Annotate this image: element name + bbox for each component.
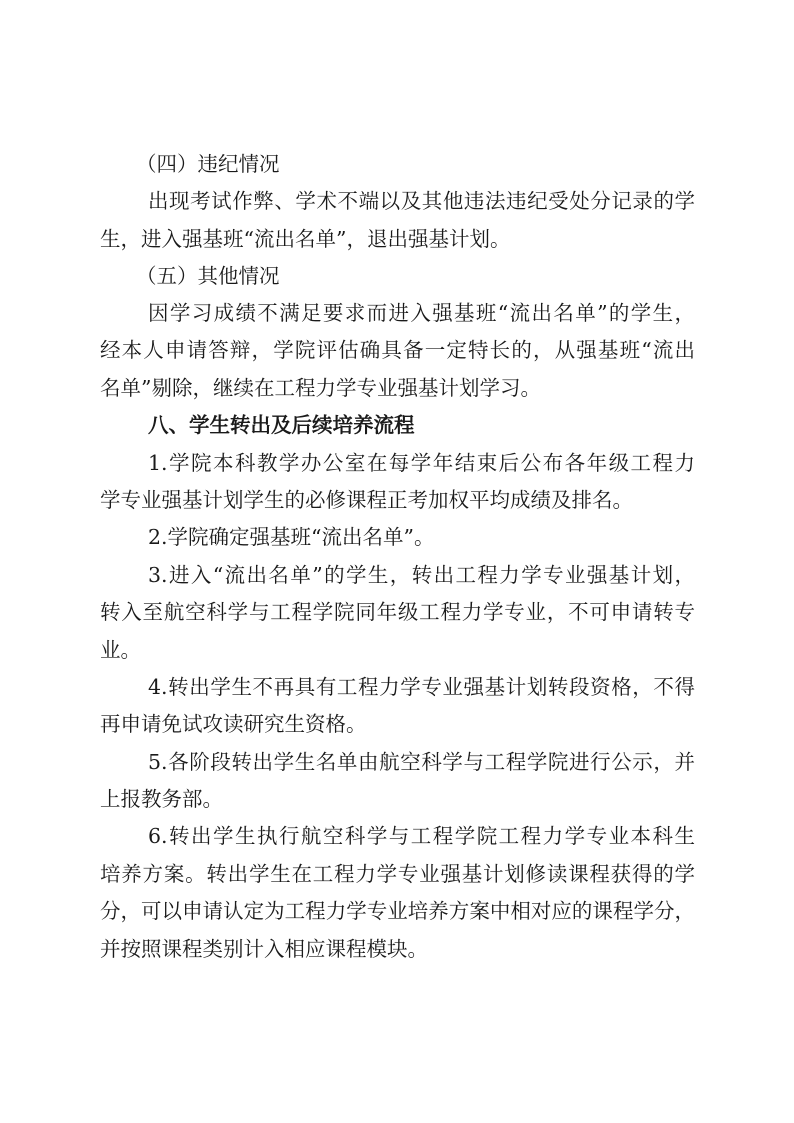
list-item-line: 转入至航空科学与工程学院同年级工程力学专业，不可申请转专 [100,600,695,624]
list-item-line: 学专业强基计划学生的必修课程正考加权平均成绩及排名。 [100,488,633,512]
subheading-discipline: （四）违纪情况 [136,152,280,176]
list-item-line: 2.学院确定强基班“流出名单”。 [148,525,435,549]
paragraph-line: 名单”剔除，继续在工程力学专业强基计划学习。 [100,376,541,400]
list-item-line: 分，可以申请认定为工程力学专业培养方案中相对应的课程学分， [100,899,695,923]
list-item-line: 6.转出学生执行航空科学与工程学院工程力学专业本科生 [148,824,695,848]
list-item-line: 5.各阶段转出学生名单由航空科学与工程学院进行公示，并 [148,750,695,774]
subheading-other: （五）其他情况 [136,264,280,288]
paragraph-line: 经本人申请答辩，学院评估确具备一定特长的，从强基班“流出 [100,338,695,362]
list-item-line: 业。 [100,638,141,662]
list-item-line: 上报教务部。 [100,787,223,811]
section-heading: 八、学生转出及后续培养流程 [148,413,415,437]
list-item-line: 4.转出学生不再具有工程力学专业强基计划转段资格，不得 [148,675,695,699]
list-item-line: 1.学院本科教学办公室在每学年结束后公布各年级工程力 [148,451,695,475]
list-item-line: 并按照课程类别计入相应课程模块。 [100,937,428,961]
paragraph-line: 出现考试作弊、学术不端以及其他违法违纪受处分记录的学 [148,189,695,213]
list-item-line: 3.进入“流出名单”的学生，转出工程力学专业强基计划， [148,563,695,587]
list-item-line: 培养方案。转出学生在工程力学专业强基计划修读课程获得的学 [100,862,695,886]
list-item-line: 再申请免试攻读研究生资格。 [100,712,367,736]
paragraph-line: 生，进入强基班“流出名单”，退出强基计划。 [100,227,511,251]
paragraph-line: 因学习成绩不满足要求而进入强基班“流出名单”的学生， [148,301,695,325]
